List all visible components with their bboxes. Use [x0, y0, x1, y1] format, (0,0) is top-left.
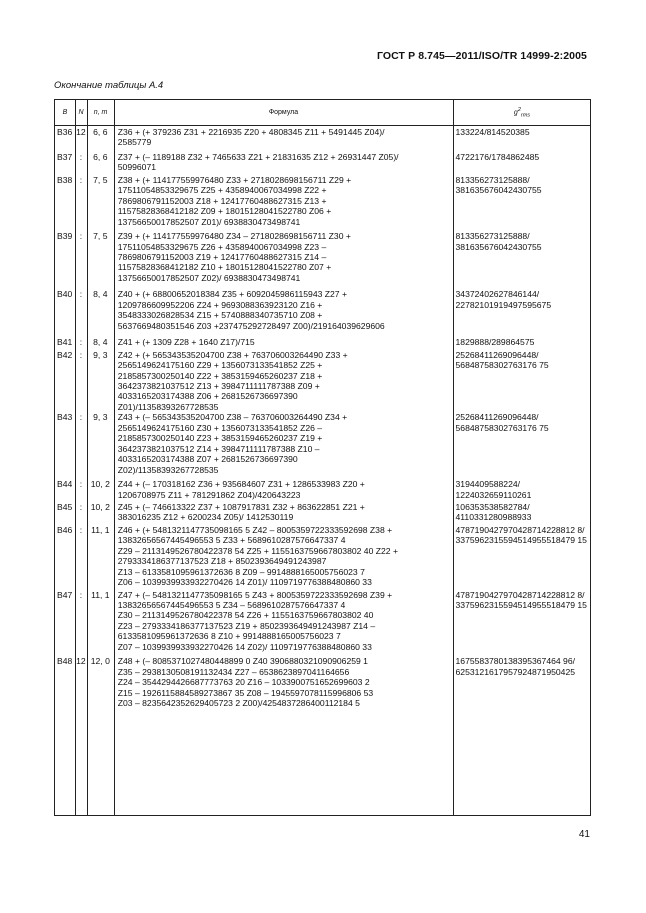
cell-g2rms: 133224/814520385: [455, 127, 530, 137]
cell-nm: 11, 1: [91, 524, 110, 535]
cell-g2rms: 25268411269096448/ 56848758302763176 75: [455, 349, 549, 371]
cell-b: B43: [57, 412, 73, 423]
cell-nm: 10, 2: [90, 501, 110, 512]
cell-formula: Z37 + (– 1189188 Z32 + 7465633 Z21 + 21831635 Z12 + 26931447 Z05)/ 50996071: [117, 151, 399, 173]
cell-n: :: [79, 524, 83, 535]
page-number: 41: [578, 829, 590, 840]
cell-nm: 9, 3: [93, 349, 108, 360]
cell-g2rms: 34372402627846144/ 22782101919497595675: [455, 289, 552, 310]
cell-nm: 10, 2: [90, 479, 110, 490]
cell-g2rms: 813356273125888/ 381635676042430755: [455, 231, 542, 252]
cell-nm: 6, 6: [93, 127, 108, 137]
table-row: [55, 590, 590, 653]
cell-g2rms: 25268411269096448/ 56848758302763176 75: [455, 412, 549, 433]
cell-g2rms: 1675583780138395367464 96/ 6253121617957924871950425: [455, 656, 576, 677]
cell-n: 12: [76, 656, 86, 667]
cell-formula: Z46 + (+ 5481321147735098165 5 Z42 – 8005359722333592698 Z38 + 13832656567445496553 5 Z33 + 5689610287576647337 4 Z29 – 2113149526780422378 54 Z25 + 1155163759667803802 40 Z22 + 2793334186377137523 Z18 + 8502393649491243987 Z13 – 6133581095961372636 8 Z09 – 9914888165005756023 7 Z06 – 1039939933932270426 14 Z01)/ 1109719776388480860 33: [117, 524, 398, 588]
cell-formula: Z40 + (+ 68800652018384 Z35 + 6092045986115943 Z27 + 1209786609952206 Z24 + 9693088363923120 Z16 + 3548333026828534 Z15 + 5740888340735710 Z08 + 5637669480351546 Z03 +237475292728497 Z00)/219164039629606: [117, 289, 385, 331]
cell-b: B36: [57, 127, 73, 137]
cell-g2rms: 813356273125888/ 381635676042430755: [455, 174, 542, 196]
table-body: [55, 127, 590, 709]
cell-formula: Z41 + (+ 1309 Z28 + 1640 Z17)/715: [117, 337, 255, 348]
cell-b: B42: [57, 349, 73, 360]
cell-b: B45: [57, 501, 73, 512]
cell-n: :: [79, 412, 83, 423]
table-row: [55, 656, 590, 708]
header-b: B: [62, 109, 68, 116]
table-row: [55, 479, 590, 500]
table-header-row: [55, 100, 590, 126]
cell-g2rms: 106353538582784/ 4110331280988933: [455, 501, 532, 523]
cell-formula: Z39 + (+ 114177559976480 Z34 – 2718028698156711 Z30 + 17511054853329675 Z26 + 4358940067034998 Z23 – 7869806791152003 Z19 + 12417760488627315 Z14 – 11575828368412182 Z10 + 18015128041522780 Z07 + 13756650017852507 Z02)/ 6938830473498741: [117, 231, 351, 283]
header-formula: Формула: [268, 109, 299, 116]
table-row: [55, 127, 590, 148]
cell-nm: 9, 3: [93, 412, 108, 423]
cell-n: :: [79, 174, 83, 185]
cell-n: 12: [76, 127, 86, 137]
table-row: [55, 231, 590, 283]
cell-b: B38: [57, 174, 73, 185]
cell-formula: Z44 + (– 170318162 Z36 + 935684607 Z31 + 1286533983 Z20 + 1206708975 Z11 + 781291862 Z04)/420643223: [117, 479, 365, 500]
cell-n: :: [79, 151, 83, 162]
coefficients-table: [54, 99, 591, 816]
cell-b: B39: [57, 231, 73, 242]
cell-n: :: [79, 231, 83, 242]
cell-g2rms: 4787190427970428714228812 8/ 3375962315594514955518479 15: [455, 524, 587, 546]
table-row: [55, 350, 590, 413]
cell-n: :: [79, 589, 83, 600]
cell-formula: Z36 + (+ 379236 Z31 + 2216935 Z20 + 4808345 Z11 + 5491445 Z04)/ 2585779: [117, 127, 385, 148]
cell-g2rms: 4722176/1784862485: [455, 151, 540, 162]
cell-nm: 11, 1: [91, 589, 110, 600]
table-row: [55, 412, 590, 475]
cell-g2rms: 4787190427970428714228812 8/ 3375962315594514955518479 15: [455, 589, 587, 611]
cell-formula: Z48 + (– 8085371027480448899 0 Z40 3906880321090906259 1 Z35 – 2938130508191132434 Z27 – 6538623897041164656 Z24 – 3544294426687773763 20 Z16 – 1033900751652699603 2 Z15 – 1926115884589273867 35 Z08 – 1945597078115996806 53 Z03 – 8235642352629405723 2 Z00)/4254837286400112184 5: [117, 656, 374, 709]
cell-formula: Z38 + (+ 114177559976480 Z33 + 2718028698156711 Z29 + 17511054853329675 Z25 + 4358940067034998 Z22 + 7869806791152003 Z18 + 12417760488627315 Z13 + 11575828368412182 Z09 + 18015128041522780 Z06 + 13756650017852507 Z01)/ 6938830473498741: [117, 174, 352, 227]
table-caption: Окончание таблицы А.4: [54, 80, 164, 91]
cell-b: B47: [57, 589, 73, 600]
cell-nm: 6, 6: [93, 151, 108, 162]
header-g2rms: [453, 100, 591, 125]
cell-formula: Z45 + (– 746613322 Z37 + 1087917831 Z32 + 863622851 Z21 + 383016235 Z12 + 6200234 Z05)/ 1412530119: [117, 501, 365, 523]
cell-b: B48: [57, 656, 73, 667]
table-row: [55, 502, 590, 523]
table-row: [55, 337, 590, 347]
document-code: ГОСТ Р 8.745—2011/ISO/TR 14999-2:2005: [376, 50, 587, 62]
cell-b: B41: [57, 337, 73, 348]
cell-n: :: [79, 479, 83, 490]
table-row: [55, 289, 590, 331]
cell-formula: Z42 + (+ 565343535204700 Z38 + 763706003264490 Z33 + 2565149624175160 Z29 + 1356073133541852 Z25 + 2185857300250140 Z22 + 3853159465260237 Z18 + 3642373821037512 Z13 + 3984711111787388 Z09 + 4033165203174388 Z06 + 2681526736697390 Z01)/11358393267728535: [117, 349, 348, 412]
table-row: [55, 152, 590, 173]
cell-n: :: [79, 501, 83, 512]
cell-g2rms: 1829888/289864575: [455, 337, 535, 348]
cell-b: B44: [57, 479, 73, 490]
cell-nm: 8, 4: [93, 337, 108, 348]
cell-n: :: [79, 349, 83, 360]
cell-formula: Z43 + (– 565343535204700 Z38 – 763706003264490 Z34 + 2565149624175160 Z30 + 1356073133541852 Z26 – 2185857300250140 Z23 + 3853159465260237 Z19 + 3642373821037512 Z14 + 3984711111787388 Z10 – 4033165203174388 Z07 + 2681526736697390 Z02)/11358393267728535: [117, 412, 348, 475]
cell-n: :: [79, 289, 83, 300]
cell-nm: 7, 5: [93, 231, 108, 242]
cell-b: B46: [57, 524, 73, 535]
cell-nm: 8, 4: [93, 289, 108, 300]
table-row: [55, 525, 590, 588]
cell-b: B40: [57, 289, 73, 300]
cell-nm: 7, 5: [93, 174, 108, 185]
table-row: [55, 175, 590, 227]
header-n: N: [78, 109, 84, 116]
cell-formula: Z47 + (– 5481321147735098165 5 Z43 + 8005359722333592698 Z39 + 13832656567445496553 5 Z34 – 5689610287576647337 4 Z30 – 2113149526780422378 54 Z26 + 1155163759667803802 40 Z23 – 2793334186377137523 Z19 + 8502393649491243987 Z14 – 6133581095961372636 8 Z10 + 9914888165005756023 7 Z07 – 1039939933932270426 14 Z02)/ 1109719776388480860 33: [117, 589, 393, 652]
cell-b: B37: [57, 151, 73, 162]
cell-nm: 12, 0: [90, 656, 110, 667]
cell-n: :: [79, 337, 83, 348]
g2rms-symbol: $g^2_{rms}$: [513, 106, 531, 119]
header-nm: n, m: [93, 109, 108, 116]
cell-g2rms: 3194409588224/ 1224032659110261: [455, 479, 532, 500]
